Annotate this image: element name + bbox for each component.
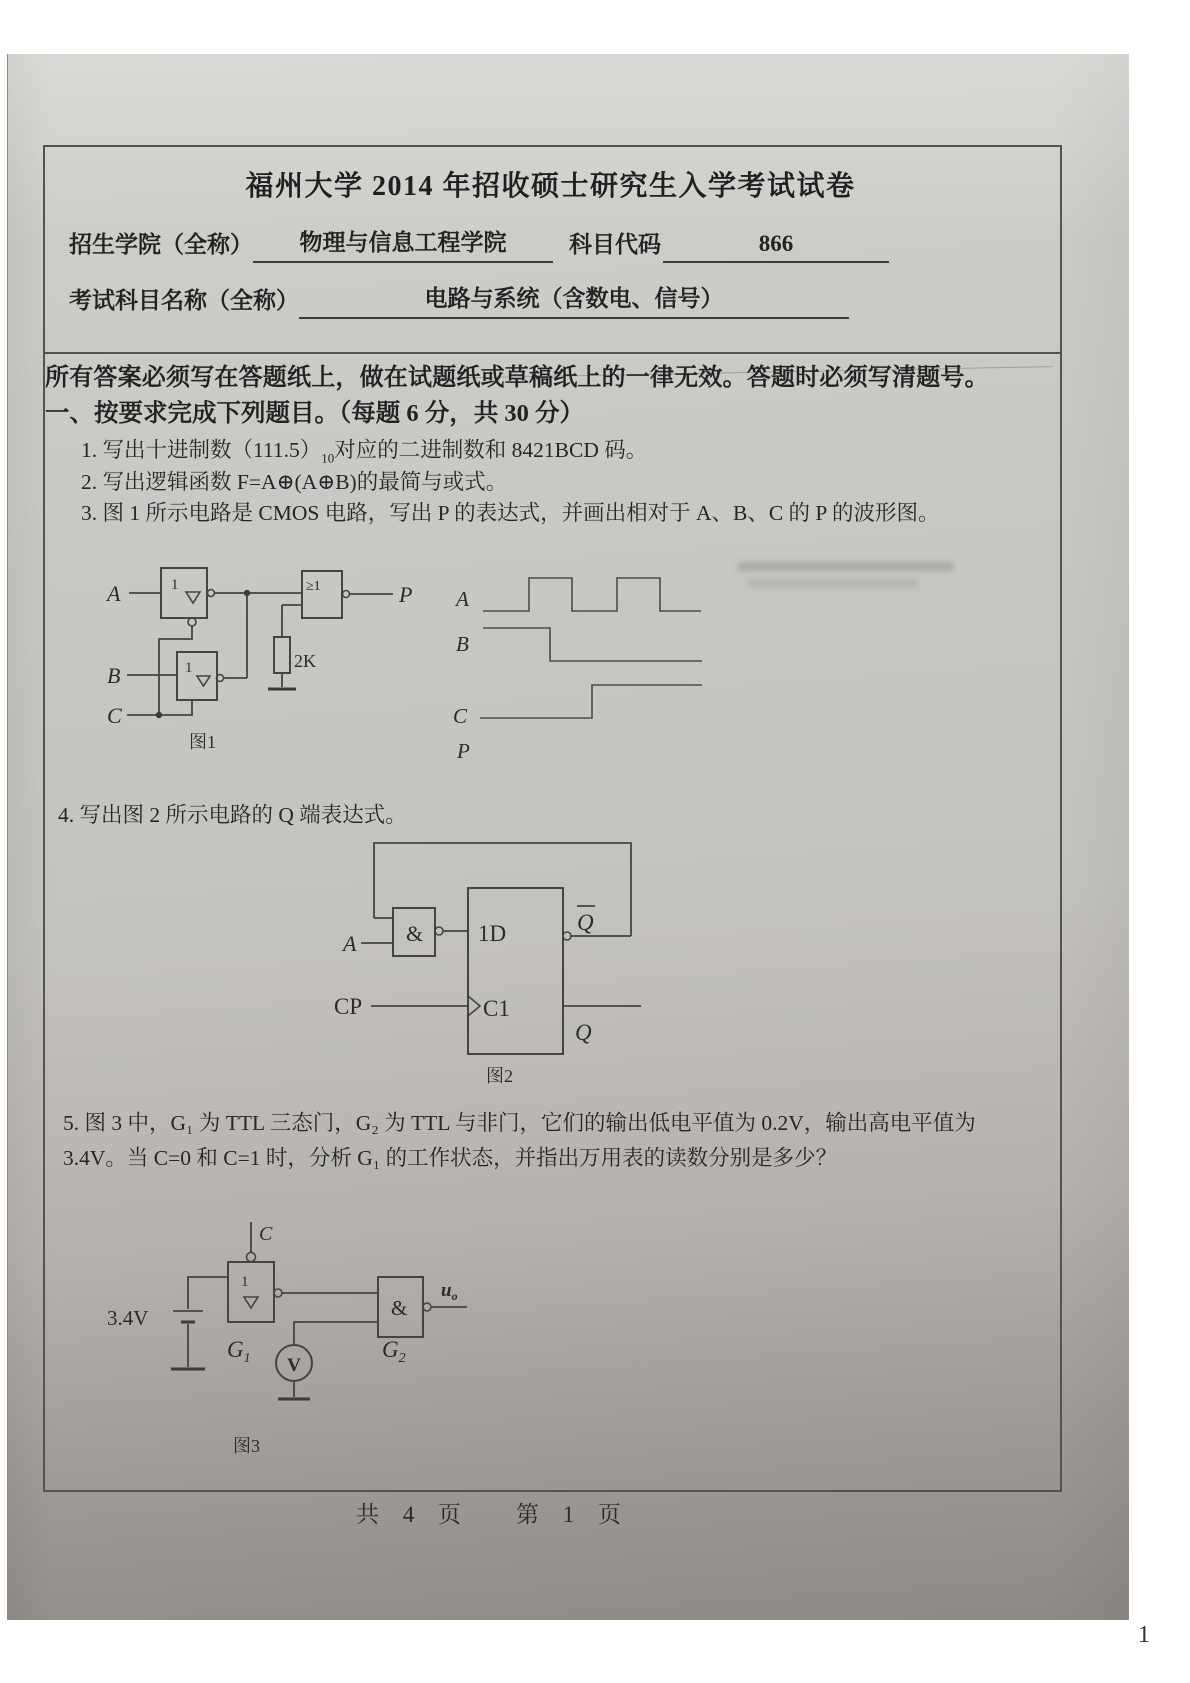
qbar-label: Q bbox=[577, 910, 594, 935]
college-label: 招生学院（全称） bbox=[69, 232, 253, 257]
g1-output-bubble bbox=[274, 1289, 282, 1297]
subject-name-label: 考试科目名称（全称） bbox=[69, 288, 299, 313]
figure-3-caption: 图3 bbox=[233, 1436, 260, 1456]
answer-notice: 所有答案必须写在答题纸上，做在试题纸或草稿纸上的一律无效。答题时必须写清题号。 bbox=[45, 365, 989, 391]
figure-2-caption: 图2 bbox=[486, 1066, 513, 1086]
waveform-c bbox=[480, 685, 702, 718]
clock-cp-label: CP bbox=[334, 994, 363, 1019]
nand-output-bubble bbox=[435, 927, 443, 935]
question-5-line-1: 5. 图 3 中，G₁ 为 TTL 三态门，G₂ 为 TTL 与非门，它们的输出低电平值为 0.2V，输出高电平值为 bbox=[63, 1111, 976, 1135]
subject-code-value: 866 bbox=[663, 231, 889, 263]
or-output-bubble bbox=[343, 591, 350, 598]
figure-2 bbox=[331, 830, 651, 1092]
paper-sheet bbox=[7, 54, 1129, 1620]
footer-current-page: 第 1 页 bbox=[516, 1502, 630, 1527]
g2-output-bubble bbox=[423, 1303, 431, 1311]
scan-page-number: 1 bbox=[1138, 1622, 1150, 1648]
waveform-c-label: C bbox=[453, 704, 468, 728]
nand-gate-label: & bbox=[406, 921, 424, 946]
c1-input-label: C1 bbox=[483, 996, 510, 1021]
fig2-input-a-label: A bbox=[343, 931, 357, 956]
subject-name-row bbox=[69, 280, 849, 319]
college-value: 物理与信息工程学院 bbox=[253, 224, 553, 263]
fig1-output-p-label: P bbox=[399, 582, 413, 607]
question-2: 2. 写出逻辑函数 F=A⊕(A⊕B)的最简与或式。 bbox=[81, 470, 508, 494]
fig1-input-b-label: B bbox=[107, 663, 121, 688]
qbar-bubble bbox=[563, 932, 571, 940]
resistor-label: 2K bbox=[294, 651, 316, 671]
voltmeter-wire bbox=[294, 1322, 378, 1345]
question-1: 1. 写出十进制数$(111.5)_{10}$对应的二进制数和 8421BCD 码。 bbox=[81, 438, 648, 466]
g1-enable-bubble bbox=[247, 1253, 256, 1262]
g2-name-label: $G_2$ bbox=[382, 1337, 406, 1366]
waveform-p-label: P bbox=[457, 739, 470, 763]
g1-gate-box bbox=[228, 1262, 274, 1322]
header-divider-line bbox=[43, 352, 1060, 354]
figure-1-circuit bbox=[105, 568, 412, 728]
gate1-output-bubble bbox=[208, 590, 215, 597]
exam-title: 福州大学 2014 年招收硕士研究生入学考试试卷 bbox=[245, 171, 856, 202]
supply-voltage-label: 3.4V bbox=[107, 1306, 149, 1330]
section-1-heading: 一、按要求完成下列题目。（每题 6 分，共 30 分） bbox=[45, 400, 584, 427]
question-4: 4. 写出图 2 所示电路的 Q 端表达式。 bbox=[58, 803, 407, 827]
output-voltage-label: $u_o$ bbox=[441, 1280, 458, 1303]
base-10-subscript: 10 bbox=[321, 450, 335, 466]
footer-total-pages: 共 4 页 bbox=[356, 1502, 470, 1527]
fig1-input-a-label: A bbox=[107, 581, 121, 606]
figure-2-circuit bbox=[334, 843, 641, 1054]
question-3: 3. 图 1 所示电路是 CMOS 电路，写出 P 的表达式，并画出相对于 A、B、C 的 P 的波形图。 bbox=[81, 501, 940, 525]
g1-inner-label: 1 bbox=[241, 1274, 249, 1290]
figure-3-circuit bbox=[107, 1222, 467, 1399]
waveform-b-label: B bbox=[456, 632, 469, 656]
flipflop-box bbox=[468, 888, 563, 1054]
figure-1-caption: 图1 bbox=[189, 732, 216, 752]
footer-page-info bbox=[8, 1496, 978, 1529]
figure-1-waveforms bbox=[453, 578, 702, 763]
waveform-a-label: A bbox=[456, 587, 469, 611]
subject-code-label: 科目代码 bbox=[569, 232, 661, 257]
g1-name-label: $G_1$ bbox=[227, 1337, 251, 1366]
voltmeter-label: V bbox=[287, 1355, 301, 1376]
resistor-2k bbox=[274, 637, 290, 673]
gate1-enable-bubble bbox=[188, 618, 196, 626]
tristate-symbol-2 bbox=[197, 676, 210, 686]
gate1-label: 1 bbox=[171, 577, 179, 593]
question-5-line-2: 3.4V。当 C=0 和 C=1 时，分析 G₁ 的工作状态，并指出万用表的读数分别是多少？ bbox=[63, 1146, 838, 1170]
figure-1 bbox=[91, 520, 861, 770]
q-label: Q bbox=[575, 1020, 592, 1045]
c-junction-dot bbox=[156, 712, 162, 718]
or-gate-label: ≥1 bbox=[306, 579, 321, 594]
subject-name-value: 电路与系统（含数电、信号） bbox=[299, 280, 849, 319]
figure-3 bbox=[101, 1205, 476, 1460]
tristate-symbol-1 bbox=[186, 592, 200, 603]
control-c-label: C bbox=[259, 1223, 273, 1245]
tristate-symbol-3 bbox=[244, 1297, 258, 1308]
fig1-input-c-label: C bbox=[107, 703, 122, 728]
college-code-row bbox=[69, 224, 889, 263]
waveform-b bbox=[483, 628, 702, 661]
gate2-label: 1 bbox=[185, 660, 193, 676]
waveform-a bbox=[483, 578, 701, 611]
d-input-label: 1D bbox=[478, 921, 507, 946]
clock-chevron bbox=[468, 996, 480, 1016]
g2-inner-label: & bbox=[391, 1296, 408, 1320]
supply-wire bbox=[188, 1277, 228, 1309]
